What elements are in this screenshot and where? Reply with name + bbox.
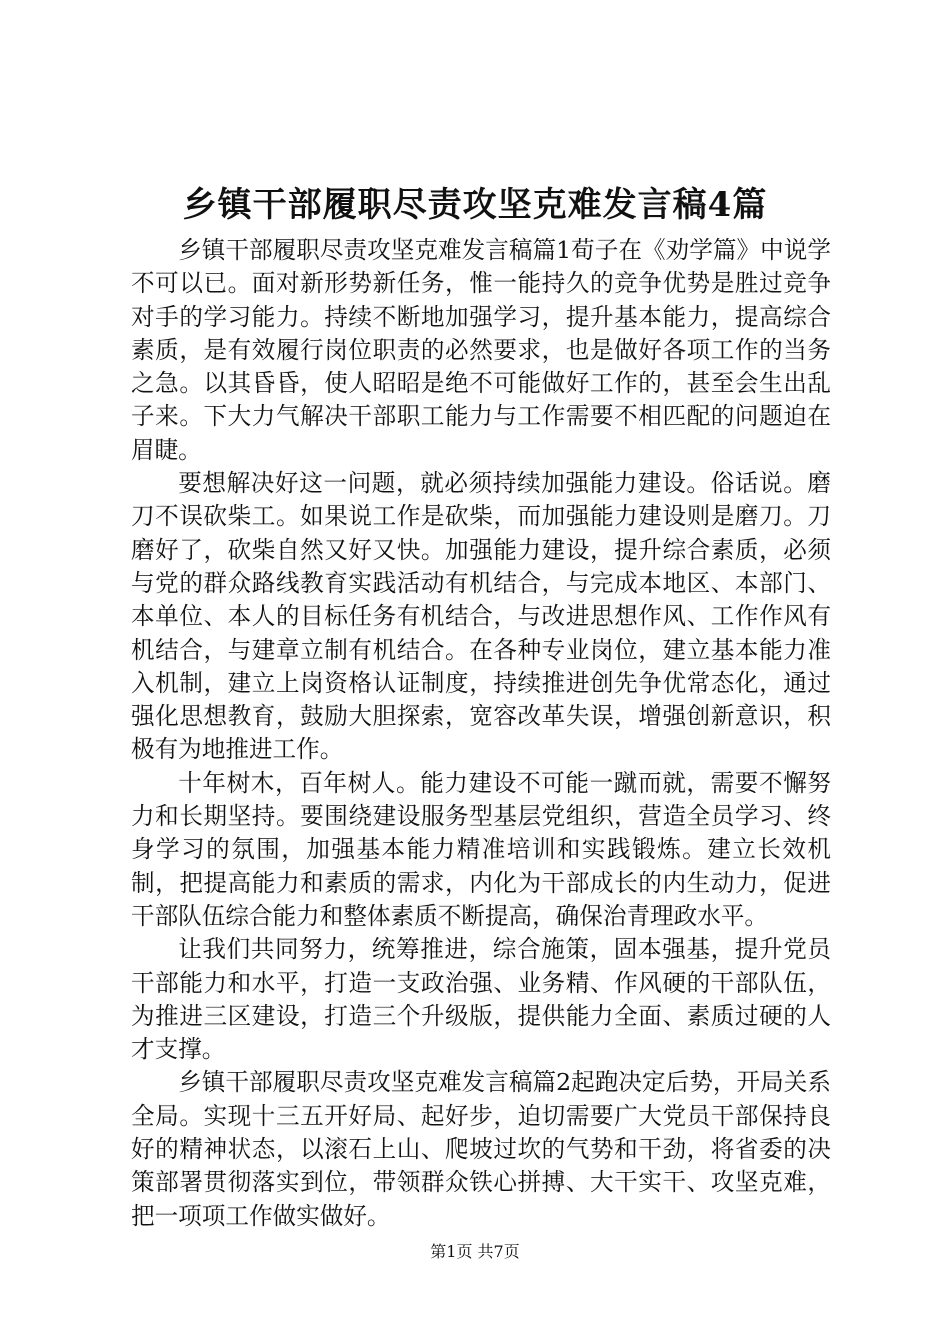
paragraph: 让我们共同努力，统筹推进，综合施策，固本强基，提升党员干部能力和水平，打造一支政治强、业务精、作风硬的干部队伍，为推进三区建设，打造三个升级版，提供能力全面、素质过硬的人才支撑。 bbox=[131, 935, 831, 1064]
paragraph: 要想解决好这一问题，就必须持续加强能力建设。俗话说。磨刀不误砍柴工。如果说工作是砍柴，而加强能力建设则是磨刀。刀磨好了，砍柴自然又好又快。加强能力建设，提升综合素质，必须与党的群众路线教育实践活动有机结合，与完成本地区、本部门、本单位、本人的目标任务有机结合，与改进思想作风、工作作风有机结合，与建章立制有机结合。在各种专业岗位，建立基本能力准入机制，建立上岗资格认证制度，持续推进创先争优常态化，通过强化思想教育，鼓励大胆探索，宽容改革失误，增强创新意识，积极有为地推进工作。 bbox=[131, 469, 831, 764]
paragraph: 乡镇干部履职尽责攻坚克难发言稿篇2起跑决定后势，开局关系全局。实现十三五开好局、起好步，迫切需要广大党员干部保持良好的精神状态，以滚石上山、爬坡过坎的气势和干劲，将省委的决策部署贯彻落实到位，带领群众铁心拼搏、大干实干、攻坚克难，把一项项工作做实做好。 bbox=[131, 1068, 831, 1230]
page-footer: 第1页 共7页 bbox=[430, 1242, 520, 1261]
document-body bbox=[131, 234, 831, 1233]
document-title: 乡镇干部履职尽责攻坚克难发言稿4篇 bbox=[182, 184, 768, 225]
paragraph: 乡镇干部履职尽责攻坚克难发言稿篇1荀子在《劝学篇》中说学不可以已。面对新形势新任务，惟一能持久的竞争优势是胜过竞争对手的学习能力。持续不断地加强学习，提升基本能力，提高综合素质，是有效履行岗位职责的必然要求，也是做好各项工作的当务之急。以其昏昏，使人昭昭是绝不可能做好工作的，甚至会生出乱子来。下大力气解决干部职工能力与工作需要不相匹配的问题迫在眉睫。 bbox=[131, 236, 831, 464]
paragraph: 十年树木，百年树人。能力建设不可能一蹴而就，需要不懈努力和长期坚持。要围绕建设服务型基层党组织，营造全员学习、终身学习的氛围，加强基本能力精准培训和实践锻炼。建立长效机制，把提高能力和素质的需求，内化为干部成长的内生动力，促进干部队伍综合能力和整体素质不断提高，确保治青理政水平。 bbox=[131, 768, 831, 930]
